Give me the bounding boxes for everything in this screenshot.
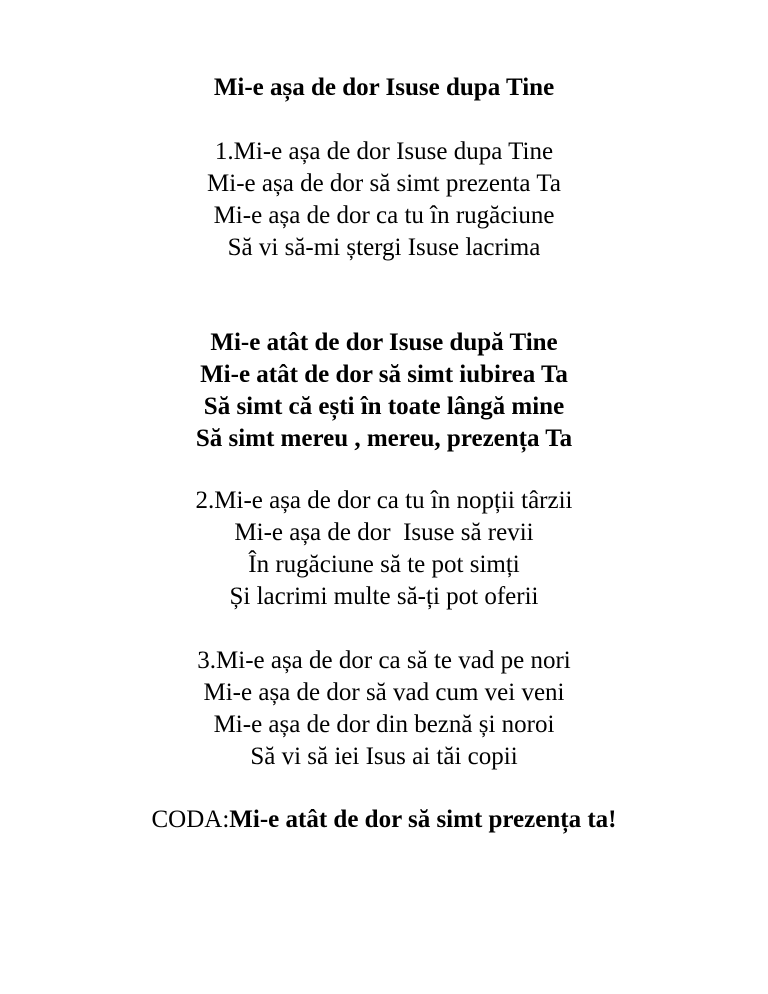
verse3-line-3: Mi-e așa de dor din beznă și noroi bbox=[213, 711, 555, 738]
verse2-line-4: Și lacrimi multe să-ți pot oferii bbox=[229, 583, 539, 610]
verse1-line-2: Mi-e așa de dor să simt prezenta Ta bbox=[207, 170, 561, 197]
verse1-line-1: 1.Mi-e așa de dor Isuse dupa Tine bbox=[214, 138, 554, 165]
verse1-line-4: Să vi să-mi ștergi Isuse lacrima bbox=[227, 234, 541, 261]
verse2-line-3: În rugăciune să te pot simți bbox=[248, 551, 520, 578]
verse3-line-4: Să vi să iei Isus ai tăi copii bbox=[250, 743, 518, 770]
chorus-line-3: Să simt că ești în toate lângă mine bbox=[203, 393, 565, 420]
chorus-line-2: Mi-e atât de dor să simt iubirea Ta bbox=[200, 361, 568, 388]
coda-line bbox=[0, 804, 768, 836]
song-title: Mi-e așa de dor Isuse dupa Tine bbox=[213, 74, 555, 101]
coda-text: Mi-e atât de dor să simt prezența ta! bbox=[229, 806, 617, 833]
chorus-line-4: Să simt mereu , mereu, prezența Ta bbox=[195, 425, 573, 452]
verse1-line-3: Mi-e așa de dor ca tu în rugăciune bbox=[213, 202, 555, 229]
verse2-line-2: Mi-e așa de dor Isuse să revii bbox=[234, 519, 534, 546]
chorus-line-1: Mi-e atât de dor Isuse după Tine bbox=[210, 329, 558, 356]
verse2-line-1: 2.Mi-e așa de dor ca tu în nopții târzii bbox=[195, 487, 573, 514]
verse3-line-2: Mi-e așa de dor să vad cum vei veni bbox=[203, 679, 565, 706]
verse3-line-1: 3.Mi-e așa de dor ca să te vad pe nori bbox=[197, 647, 571, 674]
coda-label: CODA: bbox=[151, 806, 230, 833]
